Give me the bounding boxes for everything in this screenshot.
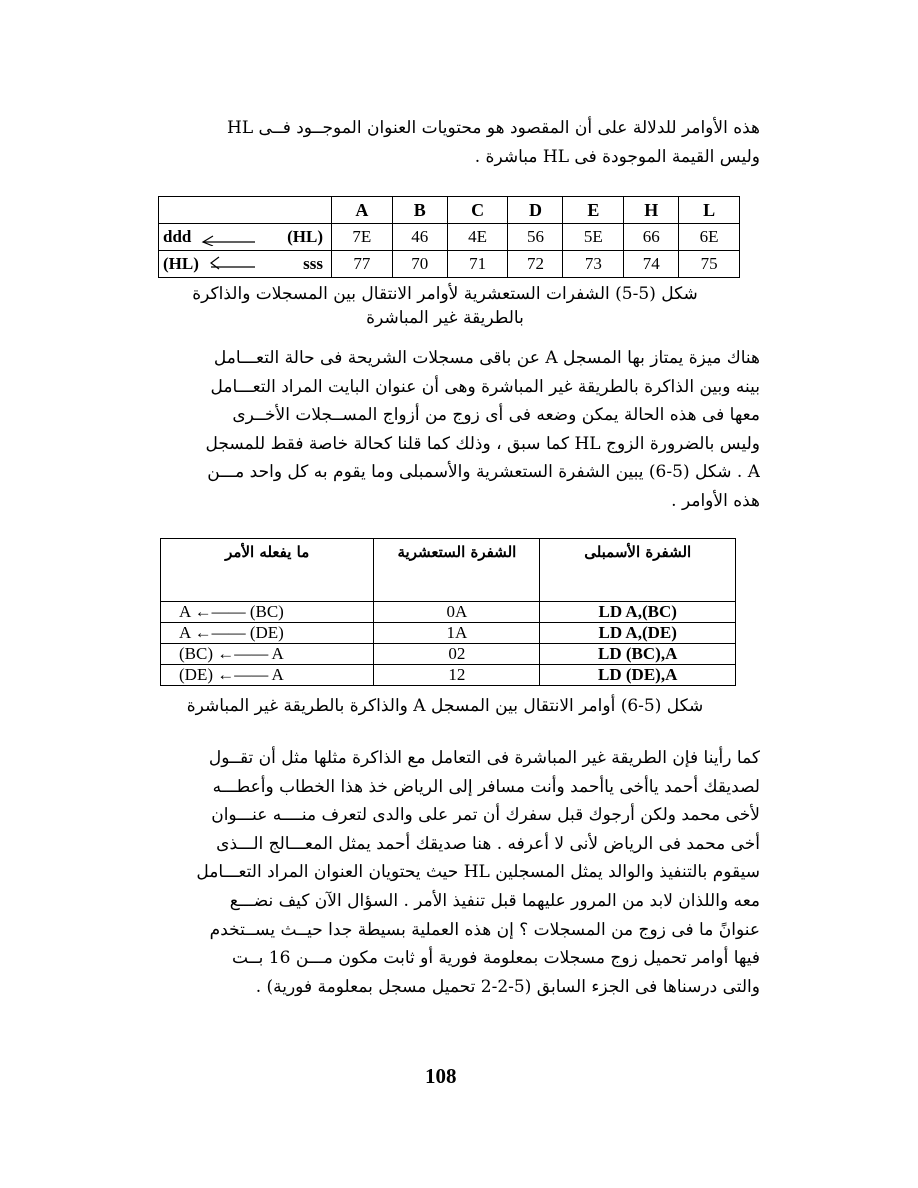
body-line: عنوانً ما فى زوج من المسجلات ؟ إن هذه العملية بسيطة جدا حيــث يســتخدم (209, 919, 760, 940)
column-header: D (508, 197, 563, 224)
row-label (159, 224, 332, 251)
table-row (161, 602, 736, 623)
body-line: هناك ميزة يمتاز بها المسجل A عن باقى مسجلات الشريحة فى حالة التعـــامل (213, 348, 760, 368)
column-header: C (447, 197, 508, 224)
column-header: B (392, 197, 447, 224)
caption-line: شكل (5-5) الشفرات الستعشرية لأوامر الانتقال بين المسجلات والذاكرة (192, 284, 698, 304)
table-cell: 77 (332, 251, 393, 278)
column-header: الشفرة الأسمبلى (540, 539, 736, 602)
table-cell: 7E (332, 224, 393, 251)
figure-caption (150, 282, 740, 330)
column-header: H (624, 197, 679, 224)
row-label-right: (HL) (287, 227, 323, 246)
assembly-cell: LD (DE),A (540, 665, 736, 686)
row-label-left: ddd (163, 227, 192, 246)
hex-cell: 0A (374, 602, 540, 623)
table-cell: 6E (679, 224, 740, 251)
column-header: E (563, 197, 624, 224)
body-paragraph (140, 344, 760, 516)
table-cell: 5E (563, 224, 624, 251)
table-row (161, 665, 736, 686)
hex-cell: 1A (374, 623, 540, 644)
body-line: والتى درسناها فى الجزء السابق (5-2-2 تحميل مسجل بمعلومة فورية) . (255, 976, 760, 997)
table-row (159, 224, 740, 251)
instruction-table (160, 538, 736, 686)
table-cell: 72 (508, 251, 563, 278)
body-line: فيها أوامر تحميل زوج مسجلات بمعلومة فورية أو ثابت مكون مـــن 16 بــت (232, 948, 760, 969)
caption-line: بالطريقة غير المباشرة (366, 308, 524, 328)
body-line: كما رأينا فإن الطريقة غير المباشرة فى التعامل مع الذاكرة مثلها مثل أن تقــول (208, 748, 760, 768)
body-line: بينه وبين الذاكرة بالطريقة غير المباشرة وهى أن عنوان البايت المراد التعـــامل (210, 376, 760, 397)
table-row (159, 251, 740, 278)
assembly-cell: LD A,(DE) (540, 623, 736, 644)
action-cell: A ←—— (BC) (161, 602, 374, 623)
body-line: معه واللذان لابد من المرور عليهما قبل تنفيذ الأمر . السؤال الآن كيف نضـــع (229, 890, 760, 911)
page-number: 108 (425, 1064, 457, 1088)
action-cell: A ←—— (DE) (161, 623, 374, 644)
left-arrow-icon (207, 255, 267, 273)
column-header: L (679, 197, 740, 224)
table-cell: 4E (447, 224, 508, 251)
intro-line: هذه الأوامر للدلالة على أن المقصود هو محتويات العنوان الموجــود فــى HL (227, 118, 760, 138)
table-cell: 70 (392, 251, 447, 278)
opcode-table-indirect (158, 196, 740, 278)
body-line: سيقوم بالتنفيذ والوالد يمثل المسجلين HL حيث يحتويان العنوان المراد التعـــامل (196, 862, 760, 883)
table-cell: 46 (392, 224, 447, 251)
action-cell: (BC) ←—— A (161, 644, 374, 665)
corner-cell (159, 197, 332, 224)
table-row (161, 644, 736, 665)
body-line: لصديقك أحمد ياأخى ياأحمد وأنت مسافر إلى الرياض خذ هذا الخطاب وأعطـــه (212, 776, 760, 797)
column-header: ما يفعله الأمر (161, 539, 374, 602)
assembly-cell: LD A,(BC) (540, 602, 736, 623)
left-arrow-icon (199, 228, 259, 246)
action-cell: (DE) ←—— A (161, 665, 374, 686)
row-label-left: (HL) (163, 254, 199, 273)
body-paragraph (140, 744, 760, 1001)
body-line: أخى محمد فى الرياض لأنى لا أعرفه . هنا صديقك أحمد يمثل المعـــالج الـــذى (216, 833, 760, 854)
table-cell: 75 (679, 251, 740, 278)
body-line: لأخى محمد ولكن أرجوك قبل سفرك أن تمر على والدى لتعرف منــــه عنـــوان (211, 805, 760, 826)
body-line: A . شكل (5-6) يبين الشفرة الستعشرية والأسمبلى وما يقوم به كل واحد مـــن (207, 462, 760, 483)
hex-cell: 12 (374, 665, 540, 686)
table-row (161, 623, 736, 644)
body-line: هذه الأوامر . (671, 490, 760, 511)
intro-line: وليس القيمة الموجودة فى HL مباشرة . (474, 146, 760, 167)
column-header: الشفرة الستعشرية (374, 539, 540, 602)
table-cell: 56 (508, 224, 563, 251)
table-header-row (161, 539, 736, 602)
column-header: A (332, 197, 393, 224)
hex-cell: 02 (374, 644, 540, 665)
figure-caption: شكل (5-6) أوامر الانتقال بين المسجل A والذاكرة بالطريقة غير المباشرة (186, 696, 704, 716)
table-header-row (159, 197, 740, 224)
intro-paragraph (140, 114, 760, 171)
row-label (159, 251, 332, 278)
body-line: معها فى هذه الحالة يمكن وضعه فى أى زوج من أزواج المســجلات الأخــرى (232, 405, 760, 426)
table-cell: 74 (624, 251, 679, 278)
assembly-cell: LD (BC),A (540, 644, 736, 665)
table-cell: 73 (563, 251, 624, 278)
body-line: وليس بالضرورة الزوج HL كما سبق ، وذلك كما قلنا كحالة خاصة فقط للمسجل (205, 433, 760, 454)
table-cell: 66 (624, 224, 679, 251)
table-cell: 71 (447, 251, 508, 278)
row-label-right: sss (303, 254, 323, 273)
